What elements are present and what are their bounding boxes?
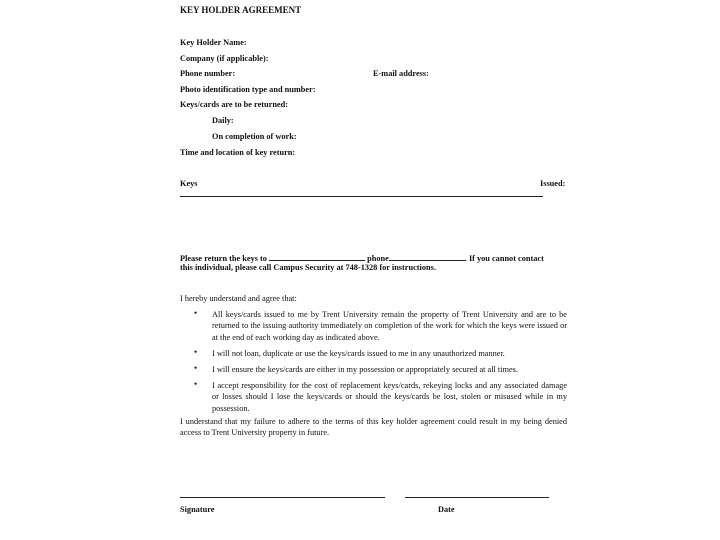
return-to-blank <box>269 252 365 261</box>
agreement-bullet-3: I will ensure the keys/cards are either in my possession or appropriately secured at all times. <box>212 365 518 374</box>
on-completion-label: On completion of work: <box>212 132 297 141</box>
document-title: KEY HOLDER AGREEMENT <box>180 5 302 15</box>
bullet-marker: • <box>194 308 198 318</box>
bullet-marker: • <box>194 363 198 373</box>
signature-line <box>180 497 385 498</box>
return-instructions-line1 <box>180 252 544 263</box>
date-label: Date <box>438 505 455 514</box>
photo-id-label: Photo identification type and number: <box>180 85 316 94</box>
agreement-bullet-2: I will not loan, duplicate or use the keys/cards issued to me in any unauthorized manner. <box>212 349 505 358</box>
issued-header: Issued: <box>540 179 566 188</box>
phone-blank <box>389 252 465 261</box>
time-location-label: Time and location of key return: <box>180 148 296 157</box>
daily-label: Daily: <box>212 116 234 125</box>
date-line <box>405 497 549 498</box>
phone-text: phone <box>367 254 389 263</box>
agreement-bullet-4: I accept responsibility for the cost of replacement keys/cards, rekeying locks and any associated damage or losses should I lose the keys/cards or should the keys/cards be lost, stolen or misused while in my possession. <box>212 381 567 413</box>
company-label: Company (if applicable): <box>180 54 269 63</box>
signature-label: Signature <box>180 505 215 514</box>
keys-table-rule <box>180 196 543 197</box>
email-address-label: E-mail address: <box>373 69 429 78</box>
if-cannot-text: . If you cannot contact <box>464 254 544 263</box>
return-label: Keys/cards are to be returned: <box>180 100 288 109</box>
please-return-text: Please return the keys to <box>180 254 267 263</box>
bullet-marker: • <box>194 347 198 357</box>
phone-number-label: Phone number: <box>180 69 236 78</box>
bullet-marker: • <box>194 379 198 389</box>
key-holder-name-label: Key Holder Name: <box>180 38 247 47</box>
agreement-bullet-1: All keys/cards issued to me by Trent University remain the property of Trent University and are to be returned to the issuing authority immediately on completion of the work for which the keys were issued or at the end of each working day as indicated above. <box>212 310 567 342</box>
agreement-closing: I understand that my failure to adhere to the terms of this key holder agreement could result in my being denied access to Trent University property in future. <box>180 417 567 438</box>
keys-header: Keys <box>180 179 198 188</box>
agreement-intro: I hereby understand and agree that: <box>180 294 297 303</box>
return-instructions-line2: this individual, please call Campus Security at 748-1328 for instructions. <box>180 263 436 272</box>
